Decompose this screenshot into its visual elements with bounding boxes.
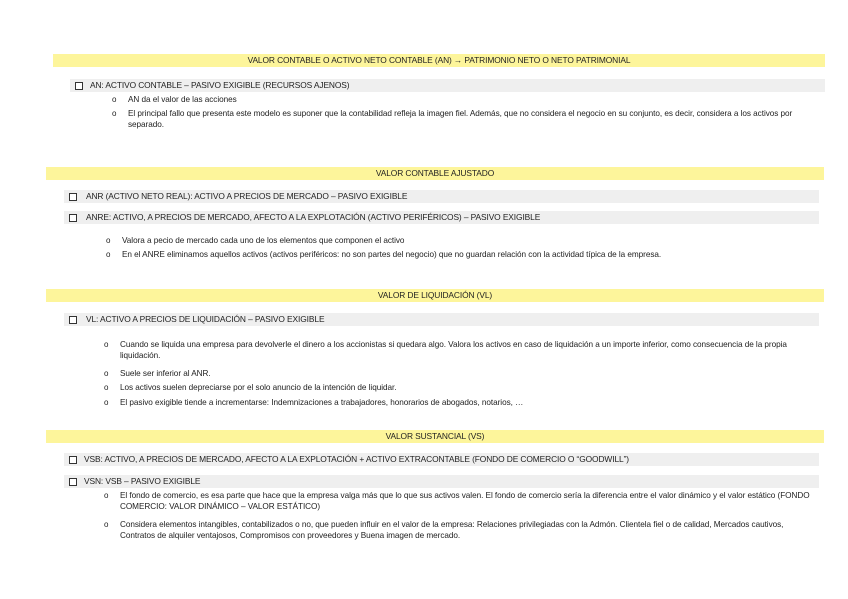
bullet-text: AN da el valor de las acciones bbox=[128, 95, 237, 104]
item-anre bbox=[64, 211, 819, 224]
bullet-text: El fondo de comercio, es esa parte que hace que la empresa valga más que lo que sus activos valen. El fondo de comercio sería la diferencia entre el valor dinámico y el valor estático (FONDO COMERCIO: VALOR DINÁMICO – VALOR ESTÁTICO) bbox=[120, 491, 810, 512]
bullet-icon: o bbox=[112, 109, 117, 118]
item-vl bbox=[64, 313, 819, 326]
section-heading-valor-sustancial bbox=[46, 430, 824, 443]
bullet-text: El principal fallo que presenta este modelo es suponer que la contabilidad refleja la imagen fiel. Además, que no considera el negocio en su conjunto, es decir, considera a los activos por separado. bbox=[128, 109, 793, 130]
bullet-text: Los activos suelen depreciarse por el solo anuncio de la intención de liquidar. bbox=[120, 383, 397, 392]
checkbox-icon bbox=[69, 478, 77, 486]
item-label: VSB: ACTIVO, A PRECIOS DE MERCADO, AFECTO A LA EXPLOTACIÓN + ACTIVO EXTRACONTABLE (FONDO DE COMERCIO O “GOODWILL”) bbox=[84, 454, 629, 464]
checkbox-icon bbox=[69, 214, 77, 222]
section-heading-valor-contable bbox=[53, 54, 825, 67]
bullet-text: En el ANRE eliminamos aquellos activos (activos periféricos: no son partes del negocio) que no guardan relación con la actividad típica de la empresa. bbox=[122, 250, 662, 259]
item-anr bbox=[64, 190, 819, 203]
item-label: ANR (ACTIVO NETO REAL): ACTIVO A PRECIOS DE MERCADO – PASIVO EXIGIBLE bbox=[86, 191, 408, 201]
bullet-text: Suele ser inferior al ANR. bbox=[120, 369, 211, 378]
item-vsn bbox=[64, 475, 819, 488]
checkbox-icon bbox=[69, 193, 77, 201]
item-an bbox=[70, 79, 825, 92]
bullet-text: Considera elementos intangibles, contabilizados o no, que pueden influir en el valor de la empresa: Relaciones privilegiadas con la Admón. Clientela fiel o de calidad, Mercados cautivos, Contratos de alquiler ventajosos, Compromisos con proveedores y Buena imagen de mercado. bbox=[120, 520, 784, 541]
bullet-icon: o bbox=[112, 95, 117, 104]
bullet-icon: o bbox=[104, 383, 109, 392]
item-label: VL: ACTIVO A PRECIOS DE LIQUIDACIÓN – PASIVO EXIGIBLE bbox=[86, 314, 325, 324]
bullet-text: El pasivo exigible tiende a incrementarse: Indemnizaciones a trabajadores, honorarios de abogados, notarios, … bbox=[120, 398, 524, 407]
item-label: AN: ACTIVO CONTABLE – PASIVO EXIGIBLE (RECURSOS AJENOS) bbox=[90, 80, 350, 90]
item-vsb bbox=[64, 453, 819, 466]
bullet-text: Valora a pecio de mercado cada uno de los elementos que componen el activo bbox=[122, 236, 405, 245]
section-heading-text: VALOR SUSTANCIAL (VS) bbox=[385, 431, 485, 441]
bullet-icon: o bbox=[104, 398, 109, 407]
bullet-icon: o bbox=[104, 520, 109, 529]
bullet-icon: o bbox=[104, 340, 109, 349]
section-heading-text: VALOR CONTABLE AJUSTADO bbox=[375, 168, 495, 178]
bullet-icon: o bbox=[106, 250, 111, 259]
section-heading-valor-liquidacion bbox=[46, 289, 824, 302]
section-heading-text: VALOR DE LIQUIDACIÓN (VL) bbox=[377, 290, 493, 300]
bullet-icon: o bbox=[106, 236, 111, 245]
bullet-text: Cuando se liquida una empresa para devolverle el dinero a los accionistas si quedara algo. Valora los activos en caso de liquidación a un importe inferior, como consecuencia de la propia liquidación. bbox=[120, 340, 787, 361]
checkbox-icon bbox=[69, 456, 77, 464]
section-heading-valor-contable-ajustado bbox=[46, 167, 824, 180]
bullet-icon: o bbox=[104, 491, 109, 500]
item-label: ANRE: ACTIVO, A PRECIOS DE MERCADO, AFECTO A LA EXPLOTACIÓN (ACTIVO PERIFÉRICOS) – PASIVO EXIGIBLE bbox=[86, 212, 541, 222]
bullet-icon: o bbox=[104, 369, 109, 378]
checkbox-icon bbox=[75, 82, 83, 90]
checkbox-icon bbox=[69, 316, 77, 324]
item-label: VSN: VSB – PASIVO EXIGIBLE bbox=[84, 476, 201, 486]
section-heading-text: VALOR CONTABLE O ACTIVO NETO CONTABLE (AN) → PATRIMONIO NETO O NETO PATRIMONIAL bbox=[247, 55, 631, 65]
